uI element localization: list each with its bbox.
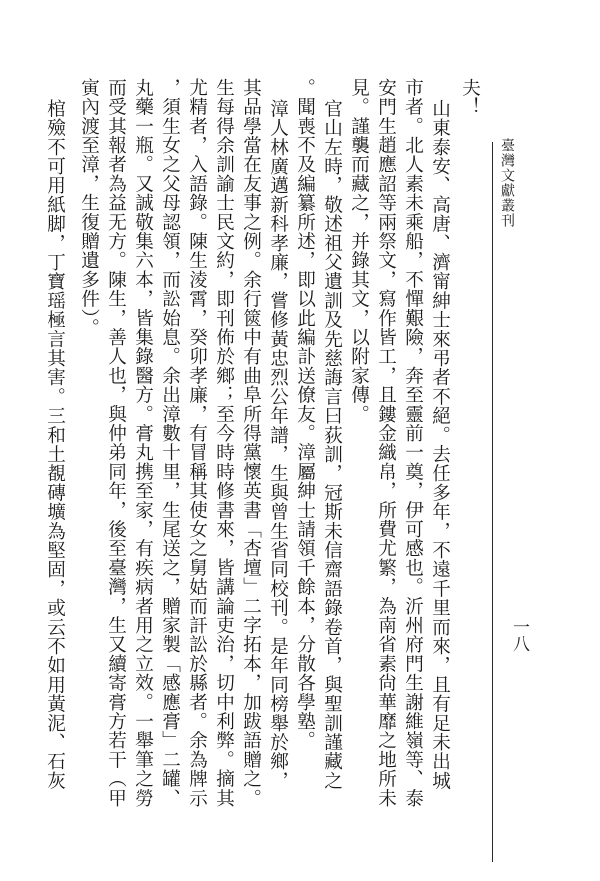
text-column: 漳人林廣邁新科孝廉，嘗修黃忠烈公年譜，生與曾生省同校刊。是年同榜舉於鄉， [267,99,289,791]
text-column: 市者。北人素未乘船，不憚艱險，奔至靈前一奠，伊可感也。沂州府門生謝維嶺等、泰 [402,78,424,808]
running-header-title: 臺灣文獻叢刊 [499,138,515,228]
text-column: 夫！ [459,78,481,117]
text-column: 見。謹襲而藏之，并錄其文，以附家傳。 [348,78,370,424]
text-column: ，須生女之父母認領，而訟始息。余出漳數十里，生尾送之，贈家製「感應膏」二罐、 [159,78,181,808]
text-column: 丸藥一瓶。又誠敬集六本，皆集錄醫方。膏丸携至家，有疾病者用之立效。一舉筆之勞 [132,78,154,808]
page-number: 一八 [509,618,529,652]
text-column: 官山左時，敬述祖父遺訓及先慈誨言曰荻訓，冠斯未信齋語錄卷首，與聖訓謹藏之 [321,99,343,791]
margin-rule [492,142,493,862]
text-column: 生每得余訓諭士民文約，即刊佈於鄉；至今時時修書來，皆講論吏治，切中利弊。摘其 [213,78,235,808]
text-column: 尤精者，入語錄。陳生淩霄，癸卯孝廉，有冒稱其使女之舅姑而訐訟於縣者。余為牌示 [186,78,208,808]
text-column: 棺殮不可用紙脚，丁寶瑶極言其害。三和土覩磚壙為堅固，或云不如用黃泥、石灰 [44,99,66,791]
text-column: 安門生趙應詔等兩祭文，寫作皆工，且鏤金織帛，所費尤繁，為南省素尙華靡之地所未 [375,78,397,808]
text-column: 。聞喪不及編纂所述，即以此編訃送僚友。漳屬紳士請領千餘本，分散各學塾。 [294,78,316,750]
text-column: 寅內渡至漳，生復贈遺多件）。 [78,78,100,338]
text-column: 山東泰安、高唐、濟甯紳士來弔者不絕。去任多年，不遠千里而來，且有足未出城 [429,99,451,791]
text-column: 而受其報者為益无方。陳生，善人也，與仲弟同年，後至臺灣，生又續寄膏方若干（甲 [105,78,127,808]
text-column: 其品學當在友事之例。余行篋中有曲阜所得黨懷英書「杏壇」二字拓本，加跋語贈之。 [240,78,262,808]
